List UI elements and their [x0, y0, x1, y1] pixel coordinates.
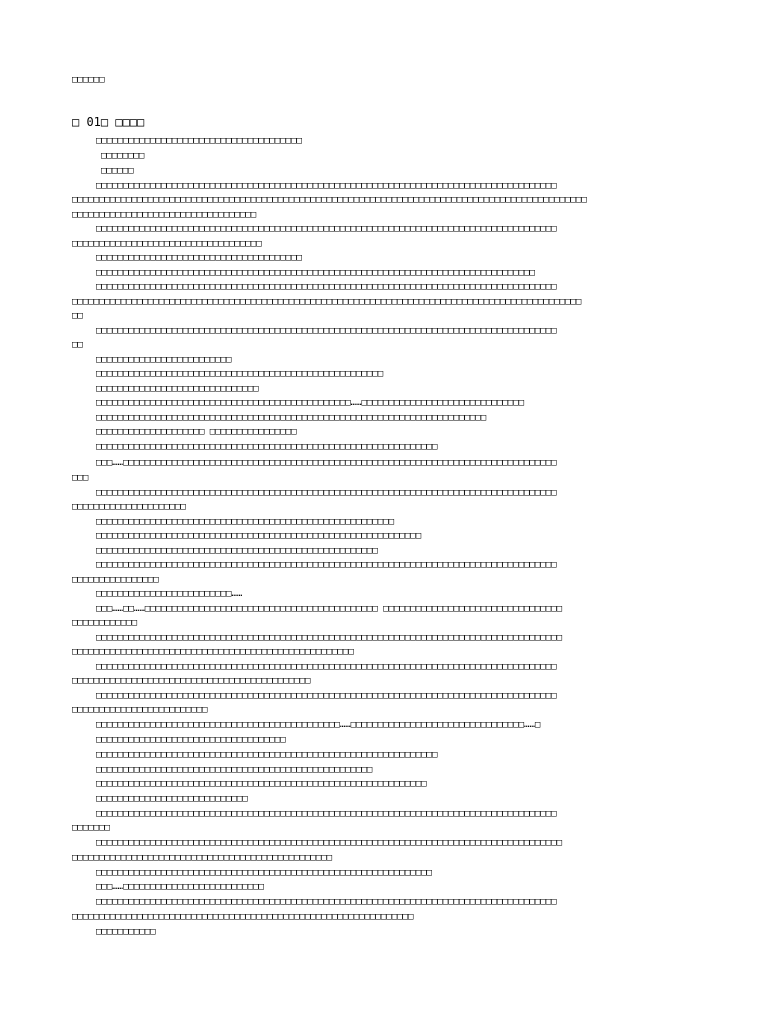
text-line: □□□□□□□□□□□□□□□□□□□□□□□□□□□□□□□□□□□□□□□□□□□□ [72, 676, 311, 686]
text-line: □□□……□□□□□□□□□□□□□□□□□□□□□□□□□□□□□□□□□□□□□□□□□□□□□□□□□□□□□□□□□□□□□□□□□□□□□□□□□□□□□□□□ [96, 458, 557, 468]
text-line: □□□□□□□□□□□□□□□□□□□□□□□□□□□□□□□□□□□□□□□□□□□□□□□□□□□□□□□□□□□□□□□□□□□□□□□□□□□□□□□□□□□□□□ [96, 633, 562, 643]
text-line: □□□□□□□□□□□□□□□□□□□□□□□□□□□□□□□□□□□□□□ [96, 253, 302, 263]
text-line: □□□□□□□□□□□□□□□□□□□□□□□□□…… [96, 589, 243, 599]
text-line: □□□□□□□□□□□□□□□□□□□□□□□□□ [72, 705, 208, 715]
text-line: □□□□□□□□□□□□□□□□□□□□□□□□□□□□□□□□□□□□□□ [96, 136, 302, 146]
text-line: □□□□□□□□□□□□□□□□□□□□□□□□□□□□□□□□□□□□□□□□□□□□□□□□□□□□□□□□□□□□□□ [96, 868, 432, 878]
text-line: □□ [72, 340, 83, 350]
text-line: □□□□□□□□□□□□□□□□□□□□□□□□□□□□□□□□□□□□□□□□□□□□□□□□□□□□□□□□□□□□□□□□□□□□□□□□□□□□□□□□□□□□□□□□□□□□□□ [72, 297, 582, 307]
text-line: □□□□□□□□□□□□□□□□□□□□□□□□□□□□□□□□□□□□□□□□□□□□□□□□□□□□□□□ [96, 517, 395, 527]
text-line: □□□□□□□□□□□□□□□□□□□□□□□□□□□□□□□□□□□□□□□□□□□□□□□□□□□□□□□□□□□□□□□□□□□□□□□□□□□□□□□□□□□□□ [96, 488, 557, 498]
text-line: □□□□□□□□□□□□□□□□□□□□□□□□□□□□□□□□□□□□□□□□□□□□□□□□□□□□□□□□□□□□□□□□□□□□□□□□□□□□□□□□□□□□□ [96, 326, 557, 336]
text-line: □□□□□□□□ [101, 151, 145, 161]
text-line: □□□□□□□ [72, 823, 110, 833]
text-line: □□□□□□□□□□□□□□□□□□□□□□□□□□□□□□□□□□□□□□□□□□□□□□□□□□□□□□□□□□□□□□□□□□□□□□□□□□□□□□□□□□□□□ [96, 662, 557, 672]
text-line: □□□□□□□□□□□□□□□□□□□□□□□□□□□□□□ [96, 384, 259, 394]
text-line: □□□□□□□□□□□□□□□□□□□□□□□□□□□□□□□□□□□□□□□□□□□□□□□□□□□□□□□□□□□□□□□□□□□□□□□□□□□□□□□□□□□□□□□□□□□□□□□ [72, 195, 587, 205]
text-line: □□□□□□□□□□□ [96, 927, 156, 937]
text-line: □□□□□□□□□□□□□□□□□□□□□□□□□□□□□□□□□□□□□□□□□□□□□□□□□□□□□□□□□□□□□□□□□□□□□□□□□□□□□□□□□ [96, 268, 535, 278]
text-line: □□□□□□□□□□□□□□□□□□□□□□□□□□□□□□□□□□□□□□□□□□□□□□□□□□□□□□□□□□□□□□□□□□□□□□□□□□□□□□□□□□□□□ [96, 560, 557, 570]
text-line: □□□□□□□□□□□□□□□□□□□□□□□□□□□□□□□□□□□□□□□□□□□□□□□□□□□□□□□□□□□□□□□□□□□□□□□□□□□□□□□□□□□□□ [96, 809, 557, 819]
text-line: □□□□□□□□□□□□□□□□□□□□□□□□□□□□□□□□□□□□□□□□□□□□□□□□□□□□□□□□□□□□□□□□□□□□□□□□□□□□□□□□□□□□□ [96, 897, 557, 907]
text-line: □□□□□□□□□□□□□□□□□□□□□□□□□□□□□□□□□□□□□□□□□□□□□□□□□□□□□□□□□□□□□□□□□□□□□□□□ [96, 413, 487, 423]
text-line: □□□……□□□□□□□□□□□□□□□□□□□□□□□□□□ [96, 882, 264, 892]
chapter-heading: □ 01□ □□□□ [72, 115, 145, 129]
text-line: □□□□□□□□□□□□□□□□□□□□□□□□□□□□□□□□□□□ [72, 239, 262, 249]
text-line: □□□……□□……□□□□□□□□□□□□□□□□□□□□□□□□□□□□□□□□□□□□□□□□□□□ □□□□□□□□□□□□□□□□□□□□□□□□□□□□□□□□□ [96, 604, 562, 614]
text-line: □□□□□□□□□□□□□□□□□□□□□□□□□□□□□□□□□□□□□□□□□□□□□□□□□□□□□□□□□□□□□ [96, 779, 427, 789]
text-line: □□□□□□□□□□□□□□□□□□□□□□□□□□□□□□□□□□□□□□□□□□□□□□□□□□□□□ [96, 369, 384, 379]
text-line: □□□□□□□□□□□□□□□□□□□□□□□□□□□□□□□□□□□□□□□□□□□□□□□□□□□□□□□□□□□□□□□ [96, 442, 438, 452]
text-line: □□□□□□□□□□□□□□□□□□□□□□□□□□□□□□□□□□□□□□□□□□□□□□□□□□□□□□□□□□□□□□□ [96, 750, 438, 760]
text-line: □□□□□□□□□□□□□□□□□□□□□□□□□ [96, 355, 232, 365]
text-line: □□□□□□□□□□□□□□□□□□□□□□□□□□□□□□□□□□□□□□□□□□□□□□□□□□□□□□□□□□□□□□□ [72, 912, 414, 922]
text-line: □□□□□□□□□□□□□□□□□□□□□□□□□□□□□□□□□□□□□□□□□□□□□□□□□□□□□□□□□□□□□□□□□□□□□□□□□□□□□□□□□□□□□ [96, 282, 557, 292]
text-line: □□□□□□□□□□□□□□□□□□□□□□□□□□□□□□□□□□□□□□□□□□□□□……□□□□□□□□□□□□□□□□□□□□□□□□□□□□□□□□……□ [96, 720, 541, 730]
text-line: □□□□□□□□□□□□□□□□□□□□□□□□□□□□□□□□□□□□□□□□□□□□□□□□□□□□ [96, 546, 378, 556]
text-line: □□□□□□□□□□□□□□□□□□□□□□□□□□□□□□□□□□□□□□□□□□□□□□□□□□□□□□□□□□□□□□□□□□□□□□□□□□□□□□□□□□□□□□ [96, 838, 562, 848]
document-title: □□□□□□ [72, 75, 105, 85]
text-line: □□□□□□□□□□□□□□□□□□□□ □□□□□□□□□□□□□□□□ [96, 427, 297, 437]
text-line: □□□□□□□□□□□□□□□□□□□□□□□□□□□□□□□□□□ [72, 210, 257, 220]
text-line: □□□□□□□□□□□□□□□□□□□□□□□□□□□□□□□□□□□□□□□□□□□□□□□□□□□ [96, 765, 373, 775]
text-line: □□□□□□□□□□□□□□□□□□□□□□□□□□□□ [96, 794, 248, 804]
text-line: □□□□□□□□□□□□□□□□□□□□□□□□□□□□□□□□□□□□□□□□□□□□□□□……□□□□□□□□□□□□□□□□□□□□□□□□□□□□□□ [96, 398, 525, 408]
text-line: □□□□□□□□□□□□ [72, 618, 138, 628]
text-line: □□□ [72, 473, 89, 483]
text-line: □□□□□□□□□□□□□□□□□□□□□□□□□□□□□□□□□□□ [96, 735, 286, 745]
text-line: □□□□□□□□□□□□□□□□□□□□□□□□□□□□□□□□□□□□□□□□□□□□□□□□ [72, 853, 333, 863]
text-line: □□□□□□□□□□□□□□□□□□□□□□□□□□□□□□□□□□□□□□□□□□□□□□□□□□□□□□□□□□□□□□□□□□□□□□□□□□□□□□□□□□□□□ [96, 691, 557, 701]
text-line: □□□□□□ [101, 166, 134, 176]
text-line: □□ [72, 311, 83, 321]
text-line: □□□□□□□□□□□□□□□□□□□□□□□□□□□□□□□□□□□□□□□□□□□□□□□□□□□□ [72, 647, 354, 657]
text-line: □□□□□□□□□□□□□□□□□□□□□□□□□□□□□□□□□□□□□□□□□□□□□□□□□□□□□□□□□□□□ [96, 531, 422, 541]
text-line: □□□□□□□□□□□□□□□□□□□□□□□□□□□□□□□□□□□□□□□□□□□□□□□□□□□□□□□□□□□□□□□□□□□□□□□□□□□□□□□□□□□□□ [96, 181, 557, 191]
text-line: □□□□□□□□□□□□□□□□ [72, 575, 159, 585]
text-line: □□□□□□□□□□□□□□□□□□□□□□□□□□□□□□□□□□□□□□□□□□□□□□□□□□□□□□□□□□□□□□□□□□□□□□□□□□□□□□□□□□□□□ [96, 224, 557, 234]
text-line: □□□□□□□□□□□□□□□□□□□□□ [72, 502, 186, 512]
